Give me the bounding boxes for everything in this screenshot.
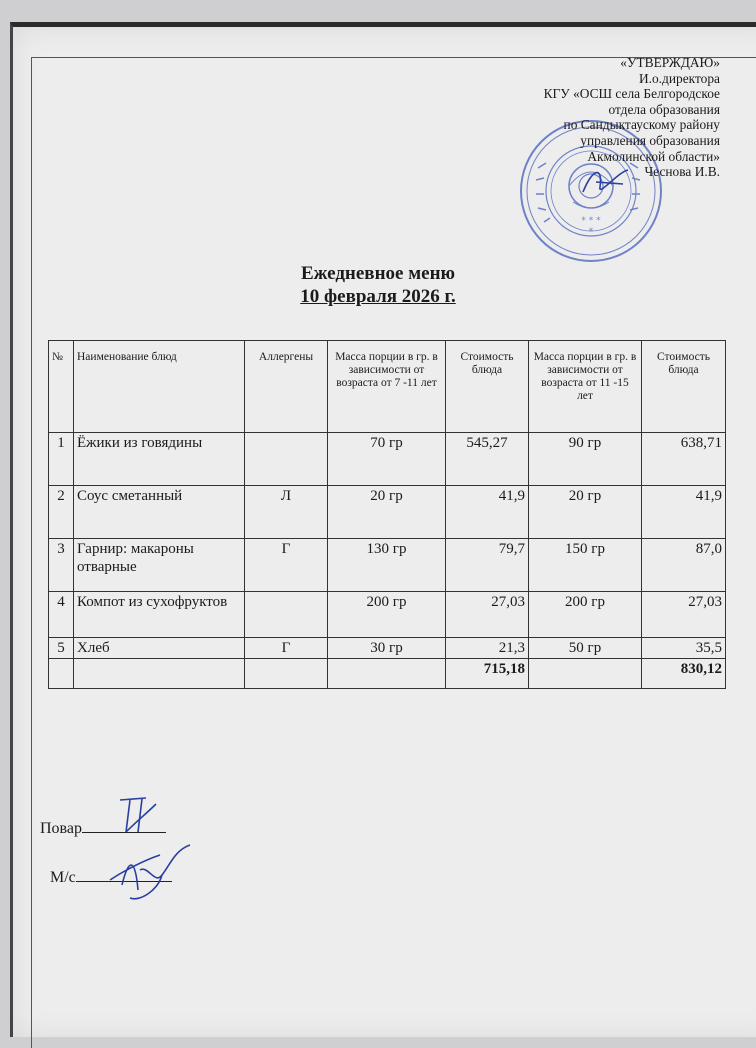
cell-cost-7-11: 21,3 [446, 638, 529, 659]
header-num: № [49, 341, 74, 433]
table-row [49, 486, 726, 539]
svg-text:*: * [588, 227, 594, 237]
approval-org-line4: управления образования [580, 132, 720, 148]
header-allergens: Аллергены [245, 341, 328, 433]
director-signature [578, 162, 638, 202]
total-cost-7-11: 715,18 [446, 659, 529, 689]
cell-empty [74, 659, 245, 689]
approval-heading: «УТВЕРЖДАЮ» [620, 55, 720, 70]
cell-allergens: Л [245, 486, 328, 539]
cell-mass-11-15: 200 гр [529, 592, 642, 638]
cell-dish-name: Компот из сухофруктов [74, 592, 245, 638]
cell-empty [328, 659, 446, 689]
cell-dish-name: Хлеб [74, 638, 245, 659]
cell-cost-7-11: 27,03 [446, 592, 529, 638]
approval-position: И.о.директора [638, 70, 720, 86]
cell-empty [49, 659, 74, 689]
svg-text:* * *: * * * [581, 216, 601, 226]
document-date: 10 февраля 2026 г. [300, 286, 456, 307]
cell-mass-7-11: 200 гр [328, 592, 446, 638]
cell-cost-11-15: 27,03 [642, 592, 726, 638]
table-row [49, 433, 726, 486]
cell-dish-name: Ёжики из говядины [74, 433, 245, 486]
header-cost-11-15: Стоимость блюда [642, 341, 726, 433]
cell-num: 3 [49, 539, 74, 592]
cell-allergens [245, 433, 328, 486]
approval-org-line1: КГУ «ОСШ села Белгородское [543, 86, 720, 102]
menu-table [48, 340, 726, 689]
cell-mass-7-11: 130 гр [328, 539, 446, 592]
table-row [49, 592, 726, 638]
header-mass-11-15: Масса порции в гр. в зависимости от возраста от 11 -15 лет [529, 341, 642, 433]
table-row [49, 638, 726, 659]
header-name: Наименование блюд [74, 341, 245, 433]
cell-num: 5 [49, 638, 74, 659]
cell-mass-11-15: 50 гр [529, 638, 642, 659]
cell-allergens [245, 592, 328, 638]
cell-mass-7-11: 20 гр [328, 486, 446, 539]
cell-allergens: Г [245, 638, 328, 659]
cell-cost-11-15: 41,9 [642, 486, 726, 539]
table-header-row [49, 341, 726, 433]
document-title: Ежедневное меню [300, 263, 456, 284]
header-cost-7-11: Стоимость блюда [446, 341, 529, 433]
approval-org-line5: Акмолинской области» [587, 148, 720, 164]
cell-cost-11-15: 35,5 [642, 638, 726, 659]
cell-num: 4 [49, 592, 74, 638]
cell-num: 2 [49, 486, 74, 539]
cell-cost-11-15: 638,71 [642, 433, 726, 486]
approval-org-line3: по Сандыктаускому району [563, 117, 720, 133]
cell-allergens: Г [245, 539, 328, 592]
cell-cost-11-15: 87,0 [642, 539, 726, 592]
approval-org-line2: отдела образования [608, 101, 720, 117]
cell-num: 1 [49, 433, 74, 486]
cell-empty [529, 659, 642, 689]
cell-cost-7-11: 545,27 [446, 433, 529, 486]
nurse-signature [100, 840, 200, 910]
cell-mass-7-11: 30 гр [328, 638, 446, 659]
cell-mass-7-11: 70 гр [328, 433, 446, 486]
table-total-row [49, 659, 726, 689]
table-row [49, 539, 726, 592]
cell-cost-7-11: 79,7 [446, 539, 529, 592]
header-mass-7-11: Масса порции в гр. в зависимости от возраста от 7 -11 лет [328, 341, 446, 433]
cell-mass-11-15: 90 гр [529, 433, 642, 486]
cell-mass-11-15: 150 гр [529, 539, 642, 592]
cell-cost-7-11: 41,9 [446, 486, 529, 539]
cook-label: Повар [40, 820, 82, 837]
approval-signatory: Чеснова И.В. [644, 164, 720, 180]
nurse-label: М/с [50, 869, 76, 886]
cell-dish-name: Соус сметанный [74, 486, 245, 539]
total-cost-11-15: 830,12 [642, 659, 726, 689]
cell-empty [245, 659, 328, 689]
cell-mass-11-15: 20 гр [529, 486, 642, 539]
cell-dish-name: Гарнир: макароны отварные [74, 539, 245, 592]
cook-signature [108, 792, 168, 842]
